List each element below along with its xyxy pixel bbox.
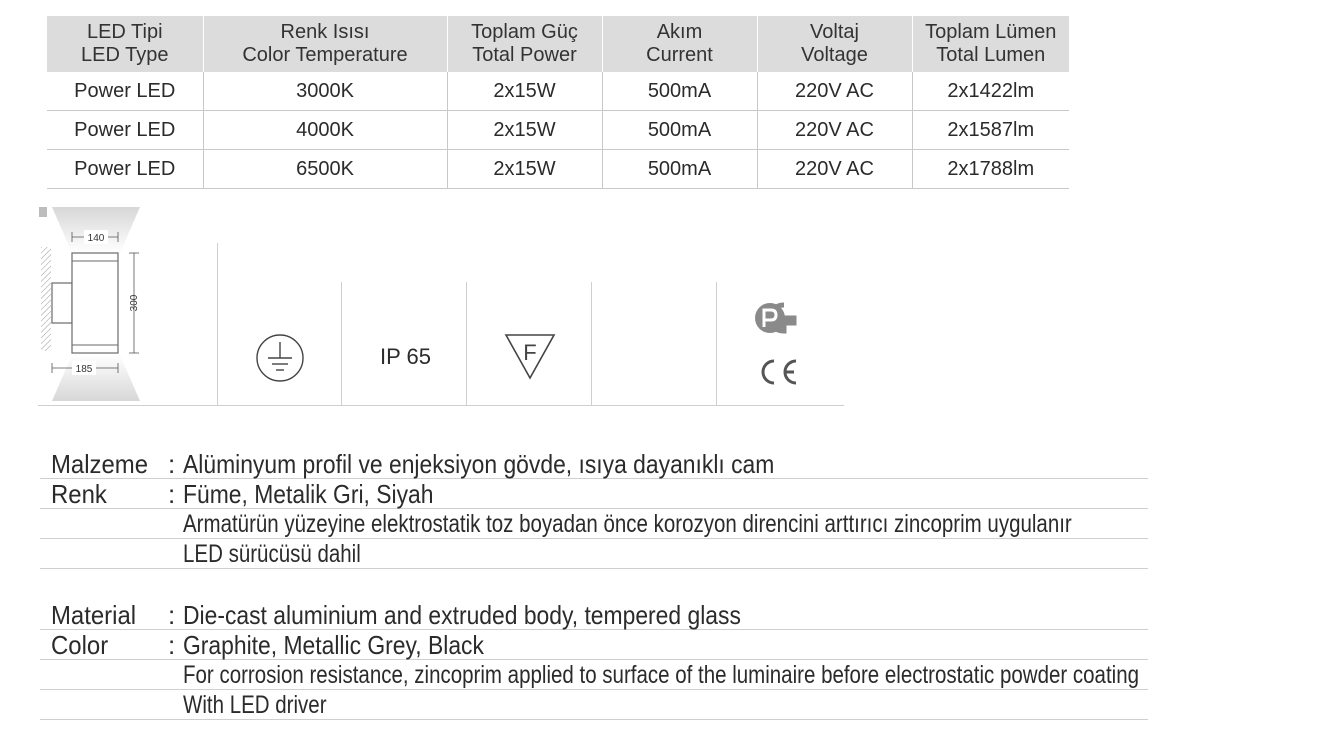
header-led-type: LED Tipi LED Type <box>47 16 203 72</box>
color-label: Color <box>51 630 109 660</box>
ce-mark-icon <box>756 357 802 387</box>
material-line-en <box>40 599 1148 630</box>
divider <box>341 282 342 405</box>
material-value: Alüminyum profil ve enjeksiyon gövde, ısıya dayanıklı cam <box>183 449 775 479</box>
colon: : <box>168 600 176 630</box>
colon: : <box>168 479 176 509</box>
driver-line-tr <box>40 538 1148 569</box>
cell-color-temperature: 6500K <box>203 150 447 189</box>
dimension-width-bottom: 185 <box>75 364 93 375</box>
divider <box>716 282 717 405</box>
material-value: Die-cast aluminium and extruded body, tempered glass <box>183 600 741 630</box>
coating-note: For corrosion resistance, zincoprim applied to surface of the luminaire before electrostatic powder coating <box>183 661 1140 689</box>
cell-led-type: Power LED <box>47 150 203 189</box>
cell-total-power: 2x15W <box>447 150 602 189</box>
cell-color-temperature: 4000K <box>203 111 447 150</box>
cell-color-temperature: 3000K <box>203 72 447 111</box>
product-dimension-drawing <box>38 205 158 405</box>
dimension-height: 300 <box>129 294 140 312</box>
cell-voltage: 220V AC <box>757 150 912 189</box>
header-color-temperature: Renk Isısı Color Temperature <box>203 16 447 72</box>
colon: : <box>168 630 176 660</box>
cell-current: 500mA <box>602 150 757 189</box>
cell-led-type: Power LED <box>47 72 203 111</box>
material-label: Malzeme <box>51 449 149 479</box>
spec-table <box>47 16 1069 189</box>
material-line-tr <box>40 448 1148 479</box>
cell-total-lumen: 2x1422lm <box>912 72 1069 111</box>
f-mark-icon <box>504 332 556 380</box>
cell-total-power: 2x15W <box>447 111 602 150</box>
header-voltage: Voltaj Voltage <box>757 16 912 72</box>
f-mark-letter: F <box>523 340 537 365</box>
table-row <box>47 150 1069 189</box>
driver-line-en <box>40 689 1148 720</box>
colon: : <box>168 449 176 479</box>
divider <box>591 282 592 405</box>
cell-total-power: 2x15W <box>447 72 602 111</box>
coating-note: Armatürün yüzeyine elektrostatik toz boyadan önce korozyon direncini arttırıcı zincoprim uygulanır <box>183 510 1072 538</box>
ip-rating: IP 65 <box>380 344 431 369</box>
divider <box>466 282 467 405</box>
table-header-row <box>47 16 1069 72</box>
cell-voltage: 220V AC <box>757 111 912 150</box>
pct-mark-icon <box>754 301 802 335</box>
cell-total-lumen: 2x1788lm <box>912 150 1069 189</box>
table-row <box>47 111 1069 150</box>
color-label: Renk <box>51 479 107 509</box>
coating-line-en <box>40 659 1148 690</box>
coating-line-tr <box>40 508 1148 539</box>
color-value: Füme, Metalik Gri, Siyah <box>183 479 434 509</box>
cell-voltage: 220V AC <box>757 72 912 111</box>
header-total-lumen: Toplam Lümen Total Lumen <box>912 16 1069 72</box>
table-row <box>47 72 1069 111</box>
cell-current: 500mA <box>602 111 757 150</box>
driver-note: With LED driver <box>183 691 327 719</box>
cell-total-lumen: 2x1587lm <box>912 111 1069 150</box>
driver-note: LED sürücüsü dahil <box>183 540 361 568</box>
header-current: Akım Current <box>602 16 757 72</box>
dimension-width-top: 140 <box>87 233 105 244</box>
header-total-power: Toplam Güç Total Power <box>447 16 602 72</box>
divider <box>217 243 218 405</box>
icon-strip <box>38 205 844 407</box>
color-value: Graphite, Metallic Grey, Black <box>183 630 484 660</box>
color-line-tr <box>40 478 1148 509</box>
divider <box>38 405 844 406</box>
color-line-en <box>40 629 1148 660</box>
cell-current: 500mA <box>602 72 757 111</box>
material-label: Material <box>51 600 137 630</box>
cell-led-type: Power LED <box>47 111 203 150</box>
earth-ground-icon <box>254 332 306 384</box>
